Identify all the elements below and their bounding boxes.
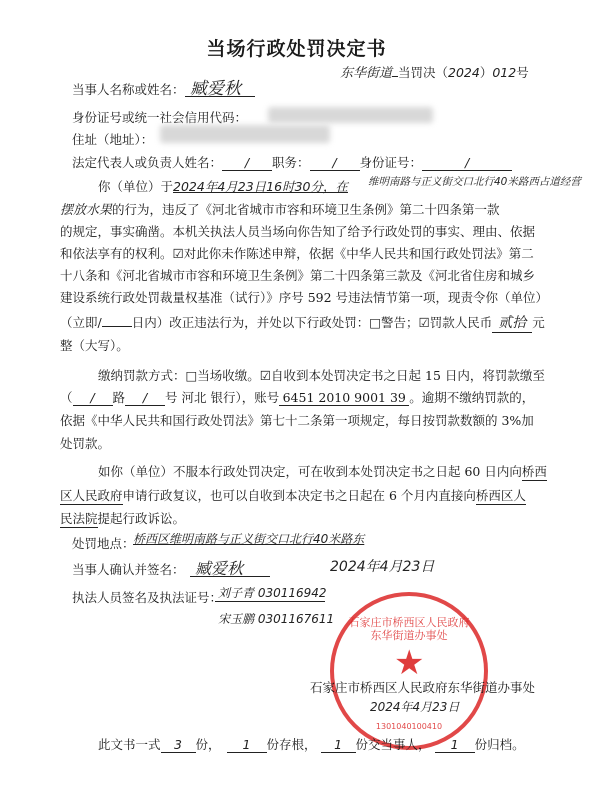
party-name-handwritten: 臧爱秋	[190, 79, 241, 99]
payment-road-label: 路	[112, 390, 126, 405]
document-number	[340, 62, 529, 81]
appeal-gov-1: 桥西	[521, 464, 547, 479]
rep-id-label: 身份证号：	[359, 155, 423, 170]
violation-act-handwritten: 摆放水果	[60, 203, 113, 218]
payment-road: /	[73, 390, 113, 406]
issuer-org: 石家庄市桥西区人民政府东华街道办事处	[310, 680, 536, 695]
payment-line-3: 依据《中华人民共和国行政处罚法》第七十二条第一项规定，每日按罚款数额的 3%加	[60, 413, 534, 428]
official-seal	[330, 592, 488, 750]
officer-label: 执法人员签名及执法证号：	[72, 590, 223, 605]
decision-date-handwritten: 2024年4月23日16时30分，在	[173, 179, 348, 194]
appeal-court-1: 桥西区人	[475, 488, 526, 503]
copies-archive-label: 份归档。	[474, 737, 525, 752]
officer-1-handwritten: 刘子青 030116942	[218, 586, 327, 600]
decision-line-2	[60, 199, 500, 218]
copies-archive: 1	[435, 737, 475, 753]
copies-label: 此文书一式	[98, 737, 161, 752]
payment-line-4: 处罚款。	[60, 436, 111, 451]
decision-line-8: 整（大写）。	[60, 338, 129, 353]
appeal-line-3-text: 提起行政诉讼。	[97, 511, 186, 526]
confirm-label: 当事人确认并签名：	[72, 562, 185, 577]
fine-amount-handwritten: 贰拾	[492, 312, 532, 333]
decision-line-7b: 日内）改正违法行为，并处以下行政处罚：□警告；☑罚款人民币	[131, 315, 493, 330]
appeal-line-1	[98, 462, 547, 481]
decision-line-3: 的规定，事实确凿。本机关执法人员当场向你告知了给予行政处罚的事实、理由、依据	[60, 224, 536, 239]
rep-name-value: /	[222, 155, 272, 171]
decision-line-2-text: 的行为，违反了《河北省城市市容和环境卫生条例》第二十四条第一款	[112, 202, 500, 217]
party-id-redacted	[268, 107, 433, 123]
appeal-line-2	[60, 486, 526, 505]
payment-line-2-end: 。逾期不缴纳罚款的，	[409, 390, 535, 405]
issuer-date-handwritten: 2024年4月23日	[370, 700, 460, 714]
doc-label-3: 号	[516, 65, 529, 80]
confirm-date-handwritten: 2024年4月23日	[330, 559, 435, 575]
confirm-underline	[190, 576, 270, 577]
doc-label-1: 当罚决（	[398, 65, 449, 80]
officer-2-handwritten: 宋玉鹏 0301167611	[218, 612, 335, 626]
payment-paren: （	[60, 390, 73, 405]
rep-id-value: /	[422, 155, 512, 171]
doc-label-2: ）	[479, 65, 493, 80]
rep-duty-value: /	[310, 155, 360, 171]
decision-line-7c: 元	[532, 315, 545, 330]
officer-1-underline	[215, 601, 325, 602]
decision-line-4: 和依法享有的权利。☑对此你未作陈述申辩，依据《中华人民共和国行政处罚法》第二	[60, 246, 534, 261]
copies-unit: 份，	[195, 737, 221, 752]
penalty-place-handwritten: 桥西区维明南路与正义街交口北行40米路东	[133, 532, 365, 546]
party-name-underline	[185, 96, 255, 97]
rep-duty-label: 职务：	[272, 155, 310, 170]
copies-stub-label: 份存根，	[266, 737, 317, 752]
copies-line	[98, 735, 525, 753]
doc-num: 012	[492, 65, 517, 80]
payment-bank: 号 河北 银行），账号	[165, 390, 280, 405]
party-address-label: 住址（地址）：	[72, 132, 154, 147]
decision-line-5: 十八条和《河北省城市市容和环境卫生条例》第二十四条第三款及《河北省住房和城乡	[60, 268, 536, 283]
appeal-court-2: 民法院	[60, 511, 98, 526]
decision-line-6: 建设系统行政处罚裁量权基准（试行）》序号 592 号违法情节第一项，现责令你（单位）	[60, 290, 549, 305]
copies-party-label: 份交当事人，	[355, 737, 431, 752]
document-title: 当场行政处罚决定书	[206, 38, 387, 60]
rep-row	[72, 153, 512, 171]
appeal-gov-2: 区人民政府	[60, 488, 123, 503]
copies-stub: 1	[227, 737, 267, 753]
appeal-line-1-text: 如你（单位）不服本行政处罚决定，可在收到本处罚决定书之日起 60 日内向	[98, 464, 522, 479]
payment-no: /	[125, 390, 165, 406]
rep-name-label: 法定代表人或负责人姓名：	[72, 155, 223, 170]
decision-line-7a: （立即/	[60, 315, 102, 330]
party-id-label: 身份证号或统一社会信用代码：	[72, 110, 248, 125]
doc-year: 2024	[448, 65, 480, 80]
decision-intro: 你（单位）于	[98, 179, 174, 194]
copies-total: 3	[161, 737, 196, 753]
doc-prefix-handwritten: 东华街道	[340, 66, 393, 81]
payment-line-1: 缴纳罚款方式：□当场收缴。☑自收到本处罚决定书之日起 15 日内，将罚款缴至	[98, 368, 545, 383]
appeal-line-2-text: 申请行政复议，也可以自收到本决定书之日起在 6 个月内直接向	[122, 488, 476, 503]
decision-line-1	[98, 177, 348, 195]
bank-account: 6451 2010 9001 39	[279, 390, 409, 406]
copies-party: 1	[321, 737, 356, 753]
penalty-place-label: 处罚地点：	[72, 536, 135, 551]
party-name-label: 当事人名称或姓名：	[72, 82, 185, 97]
seal-star-icon: ★	[394, 643, 425, 683]
seal-text: 石家庄市桥西区人民政府东华街道办事处	[348, 616, 470, 642]
seal-code: 1301040100410	[375, 722, 443, 731]
decision-line-7	[60, 312, 545, 333]
confirm-signature-handwritten: 臧爱秋	[195, 559, 244, 578]
violation-place-handwritten: 维明南路与正义街交口北行40米路西占道经营	[368, 176, 581, 188]
party-address-redacted	[160, 125, 330, 143]
appeal-line-3	[60, 509, 185, 528]
payment-line-2	[60, 388, 534, 406]
party-name-row	[72, 80, 185, 98]
